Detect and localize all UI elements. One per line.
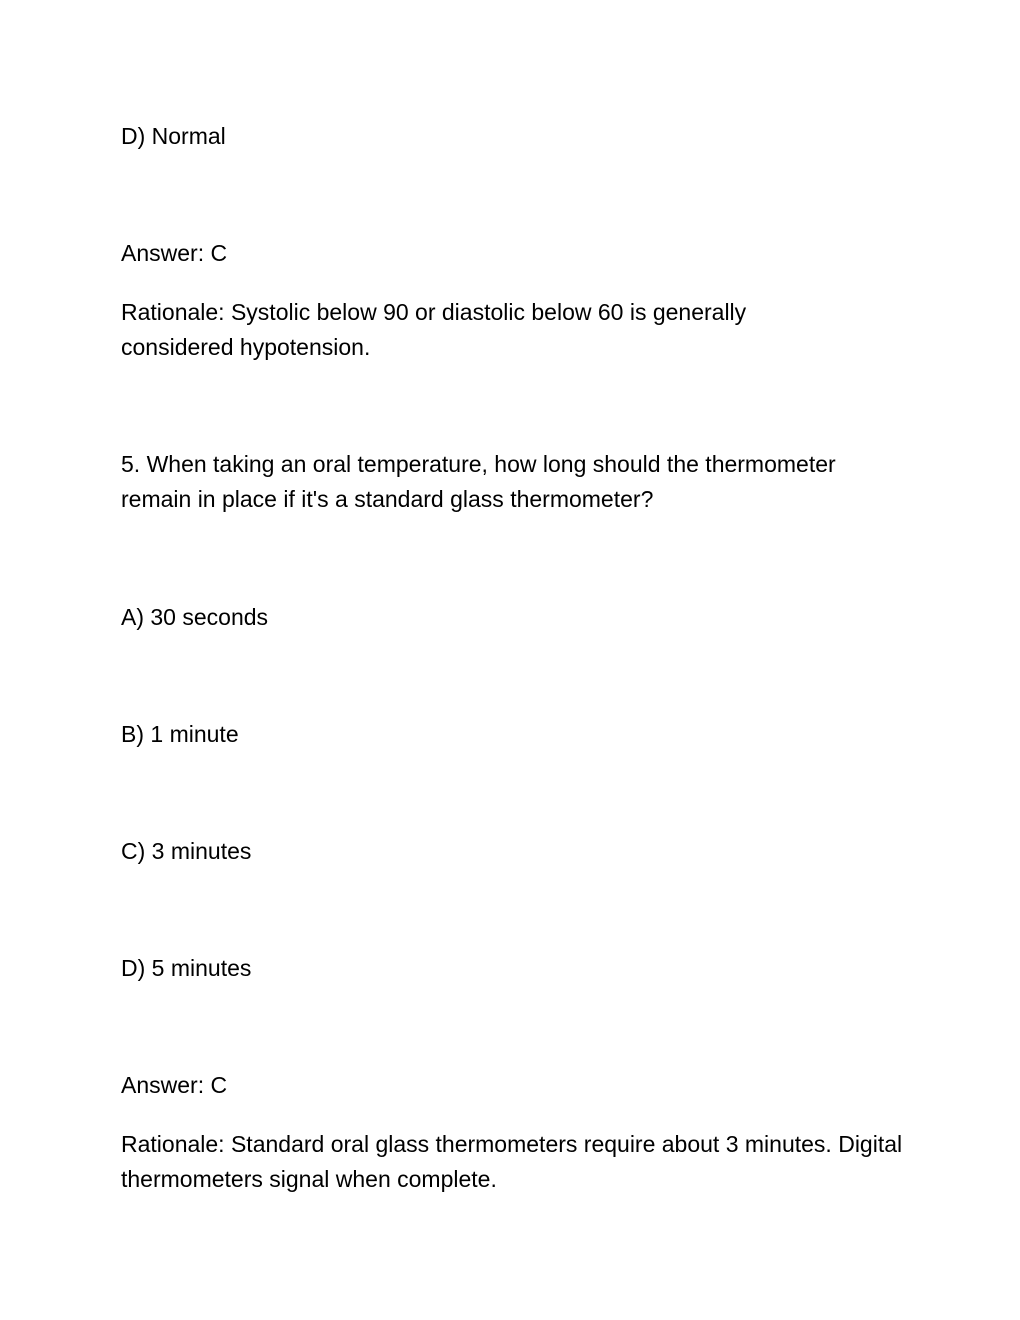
question-5-option-c: C) 3 minutes xyxy=(121,838,252,864)
question-5-rationale: Rationale: Standard oral glass thermometers require about 3 minutes. Digital thermometers signal when complete. xyxy=(121,1131,903,1192)
question-5-option-b: B) 1 minute xyxy=(121,721,239,747)
previous-rationale: Rationale: Systolic below 90 or diastolic below 60 is generally considered hypotension. xyxy=(121,299,747,360)
question-5-answer: Answer: C xyxy=(121,1072,228,1098)
question-5-text: 5. When taking an oral temperature, how long should the thermometer remain in place if it's a standard glass thermometer? xyxy=(121,451,836,512)
question-5-option-d: D) 5 minutes xyxy=(121,955,252,981)
previous-answer: Answer: C xyxy=(121,240,228,266)
previous-option-d: D) Normal xyxy=(121,123,226,149)
question-5-option-a: A) 30 seconds xyxy=(121,604,269,630)
